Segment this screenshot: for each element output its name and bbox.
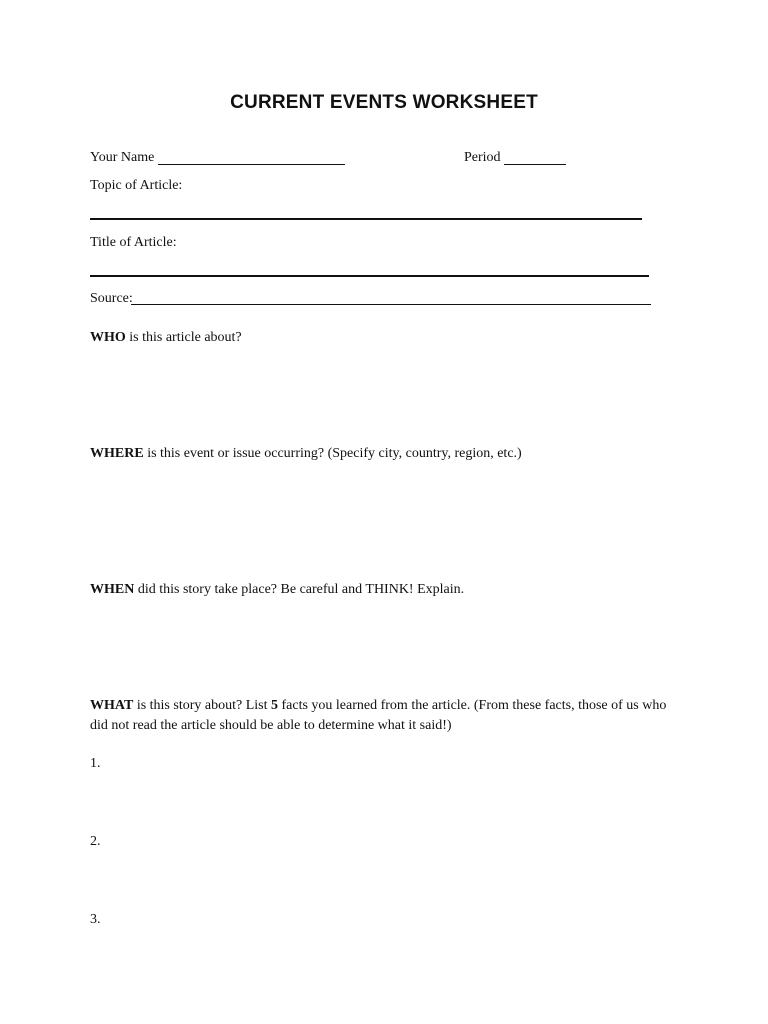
- worksheet-title: CURRENT EVENTS WORKSHEET: [230, 92, 538, 113]
- what-question-line2: did not read the article should be able to determine what it said!): [90, 718, 452, 733]
- fact-1-answer-area[interactable]: [110, 752, 660, 812]
- where-question: [90, 445, 522, 463]
- fact-count: 5: [270, 698, 278, 713]
- what-question-line1: [90, 697, 666, 715]
- when-keyword: WHEN: [90, 582, 135, 597]
- where-answer-area[interactable]: [90, 468, 660, 568]
- article-title-label: Title of Article:: [90, 235, 177, 250]
- what-keyword: WHAT: [90, 698, 134, 713]
- source-label: Source:: [90, 291, 133, 306]
- what-question-text-b: facts you learned from the article. (From these facts, those of us who: [277, 698, 667, 713]
- your-name-field[interactable]: [158, 164, 345, 165]
- topic-label: Topic of Article:: [90, 178, 183, 193]
- fact-number-1: 1.: [90, 756, 101, 771]
- when-question: [90, 581, 464, 599]
- fact-number-3: 3.: [90, 912, 101, 927]
- your-name-label: Your Name: [90, 150, 155, 165]
- fact-2-answer-area[interactable]: [110, 830, 660, 890]
- what-question-text-a: is this story about? List: [133, 698, 271, 713]
- fact-number-2: 2.: [90, 834, 101, 849]
- where-keyword: WHERE: [90, 446, 144, 461]
- who-answer-area[interactable]: [90, 352, 660, 432]
- period-label: Period: [464, 150, 501, 165]
- period-field[interactable]: [504, 164, 566, 165]
- when-answer-area[interactable]: [90, 604, 660, 684]
- topic-field[interactable]: [90, 218, 642, 220]
- who-question: [90, 329, 242, 347]
- where-question-text: is this event or issue occurring? (Specify city, country, region, etc.): [143, 446, 522, 461]
- fact-3-answer-area[interactable]: [110, 908, 660, 968]
- when-question-text: did this story take place? Be careful and THINK! Explain.: [134, 582, 465, 597]
- who-question-text: is this article about?: [125, 330, 242, 345]
- source-field[interactable]: [131, 304, 651, 305]
- article-title-field[interactable]: [90, 275, 649, 277]
- who-keyword: WHO: [90, 330, 126, 345]
